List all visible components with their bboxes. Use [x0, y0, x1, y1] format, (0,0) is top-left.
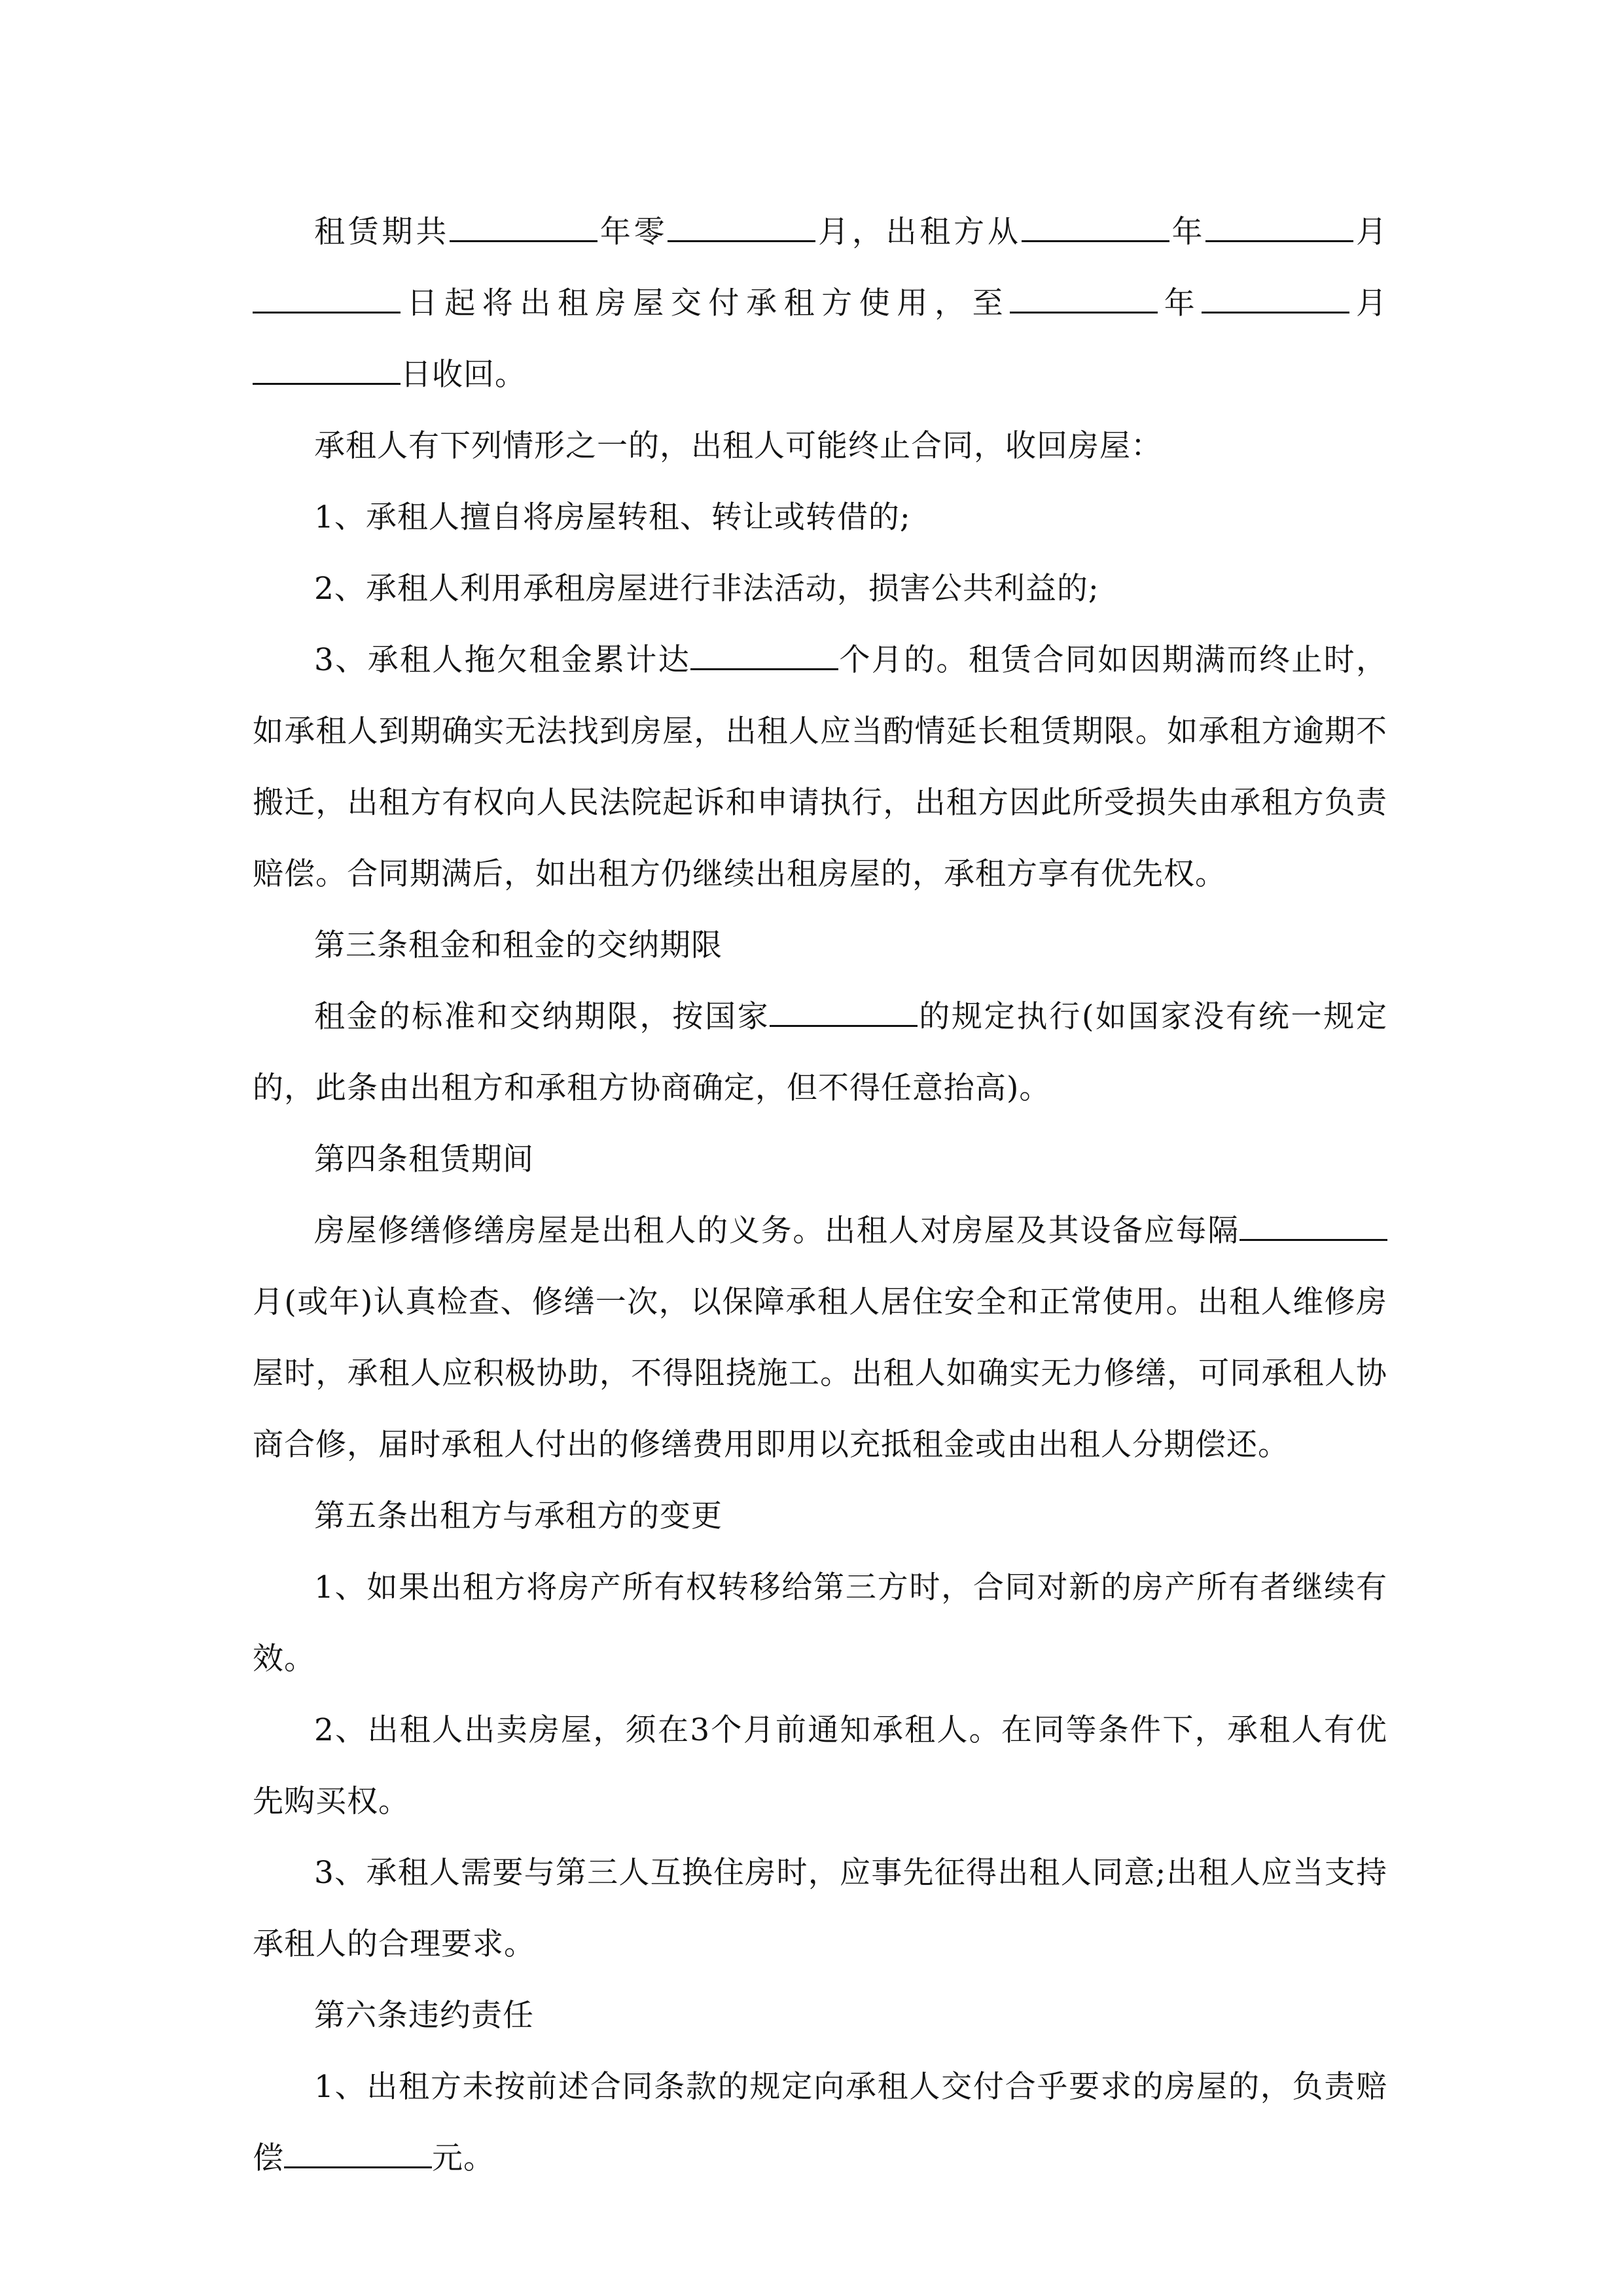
text-segment: 3、承租人拖欠租金累计达	[314, 642, 691, 678]
blank-repair-interval	[1240, 1213, 1387, 1241]
blank-overdue-months	[690, 642, 838, 670]
text-segment: 日起将出租房屋交付承租方使用，至	[401, 285, 1010, 321]
rent-standard-paragraph	[253, 981, 1387, 1124]
change-item-2: 2、出租人出卖房屋，须在3个月前通知承租人。在同等条件下，承租人有优先购买权。	[253, 1712, 1387, 1820]
text-segment: 的规定执行(如国家没有统一规定的，此条由出租方和承租方协商确定，但不得任意抬高)。	[253, 999, 1388, 1106]
termination-item-1: 1、承租人擅自将房屋转租、转让或转借的;	[314, 499, 911, 535]
blank-end-year	[1010, 285, 1158, 314]
article-3-heading: 第三条租金和租金的交纳期限	[314, 927, 722, 963]
blank-start-year	[1022, 214, 1169, 242]
termination-item-2: 2、承租人利用承租房屋进行非法活动，损害公共利益的;	[314, 571, 1099, 607]
text-segment: 1、出租方未按前述合同条款的规定向承租人交付合乎要求的房屋的，负责赔偿	[253, 2069, 1387, 2176]
change-item-1: 1、如果出租方将房产所有权转移给第三方时，合同对新的房产所有者继续有效。	[253, 1570, 1387, 1677]
text-segment: 元。	[432, 2140, 495, 2176]
blank-end-day	[253, 357, 401, 385]
article-4-heading: 第四条租赁期间	[314, 1141, 534, 1177]
blank-compensation-amount	[284, 2140, 432, 2168]
document-page	[253, 196, 1387, 2194]
text-segment: 年	[1158, 285, 1202, 321]
article-5-heading: 第五条出租方与承租方的变更	[314, 1498, 722, 1534]
text-segment: 房屋修缮修缮房屋是出租人的义务。出租人对房屋及其设备应每隔	[314, 1213, 1240, 1249]
article-6-heading: 第六条违约责任	[314, 1998, 534, 2034]
change-item-3: 3、承租人需要与第三人互换住房时，应事先征得出租人同意;出租人应当支持承租人的合理要求。	[253, 1855, 1387, 1962]
termination-intro: 承租人有下列情形之一的，出租人可能终止合同，收回房屋：	[314, 428, 1162, 464]
repair-paragraph	[253, 1195, 1387, 1480]
liability-item-1	[253, 2051, 1387, 2194]
text-segment: 月，出租方从	[815, 214, 1022, 250]
text-segment: 日收回。	[401, 357, 526, 393]
text-segment: 月	[1349, 285, 1388, 321]
text-segment: 租金的标准和交纳期限，按国家	[314, 999, 770, 1035]
text-segment: 租赁期共	[314, 214, 450, 250]
blank-months	[668, 214, 815, 242]
text-segment: 个月的。租赁合同如因期满而终止时，如承租人到期确实无法找到房屋，出租人应当酌情延长租赁期限。如承租方逾期不搬迁，出租方有权向人民法院起诉和申请执行，出租方因此所受损失由承租方负责赔偿。合同期满后，如出租方仍继续出租房屋的，承租方享有优先权。	[253, 642, 1388, 892]
blank-years	[450, 214, 597, 242]
text-segment: 月	[1353, 214, 1388, 250]
text-segment: 年	[1169, 214, 1206, 250]
blank-national-rule	[770, 999, 918, 1027]
text-segment: 月(或年)认真检查、修缮一次，以保障承租人居住安全和正常使用。出租人维修房屋时，承租人应积极协助，不得阻挠施工。出租人如确实无力修缮，可同承租人协商合修，届时承租人付出的修缮费用即用以充抵租金或由出租人分期偿还。	[253, 1284, 1387, 1463]
text-segment: 年零	[597, 214, 668, 250]
blank-start-month	[1205, 214, 1353, 242]
termination-item-3	[253, 624, 1387, 910]
blank-end-month	[1202, 285, 1349, 314]
blank-start-day	[253, 285, 401, 314]
lease-term-paragraph	[253, 196, 1387, 410]
